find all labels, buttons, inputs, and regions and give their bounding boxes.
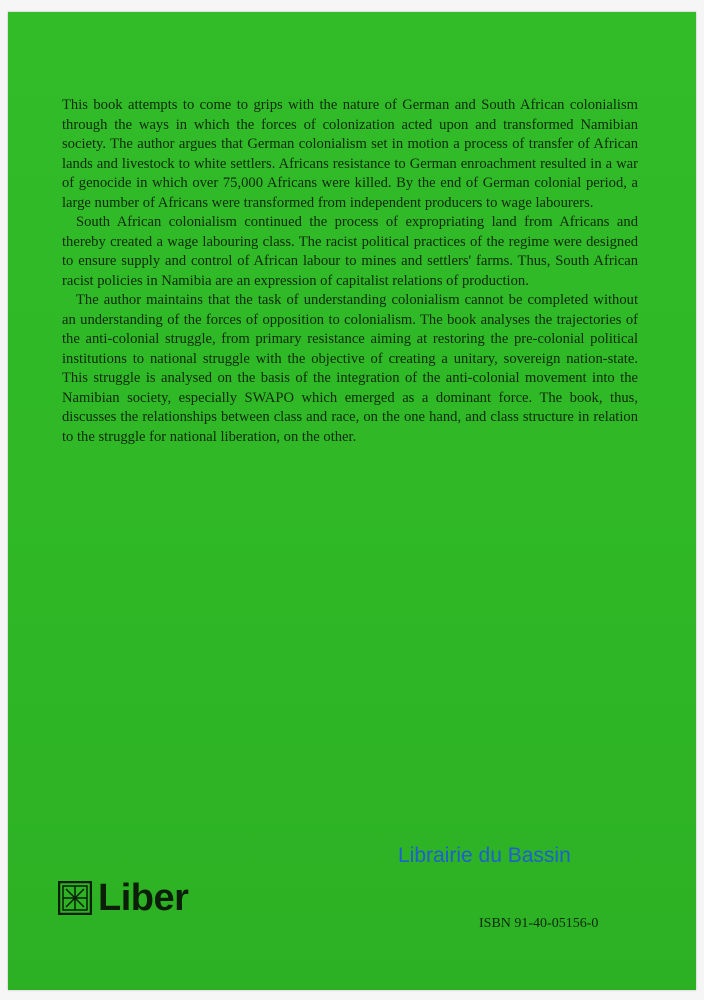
publisher-name: Liber [98, 877, 189, 919]
cover-blurb [62, 96, 638, 447]
blurb-paragraph-2: South African colonialism continued the process of expropriating land from Africans and thereby created a wage labouring class. The racist political practices of the regime were designed to ensure supply and control of African labour to mines and settlers' farms. Thus, South African racist policies in Namibia are an expression of capitalist relations of production. [62, 214, 638, 289]
blurb-paragraph-1: This book attempts to come to grips with the nature of German and South African colonialism through the ways in which the forces of colonization acted upon and transformed Namibian society. The author argues that German colonialism set in motion a process of transfer of African lands and livestock to white settlers. Africans resistance to German enroachment resulted in a war of genocide in which over 75,000 Africans were killed. By the end of German colonial period, a large number of Africans were transformed from independent producers to wage labourers. [62, 97, 638, 211]
seller-watermark: Librairie du Bassin [398, 844, 571, 867]
blurb-paragraph-3: The author maintains that the task of understanding colonialism cannot be completed without an understanding of the forces of opposition to colonialism. The book analyses the trajectories of the anti-colonial struggle, from primary resistance aiming at restoring the pre-colonial political institutions to national struggle with the objective of creating a unitary, sovereign nation-state. This struggle is analysed on the basis of the integration of the anti-colonial movement into the Namibian society, especially SWAPO which emerged as a dominant force. The book, thus, discusses the relationships between class and race, on the one hand, and class structure in relation to the struggle for national liberation, on the other. [62, 292, 638, 445]
publisher-imprint [58, 878, 188, 918]
book-back-cover [8, 12, 696, 990]
isbn-number: ISBN 91-40-05156-0 [479, 916, 599, 931]
liber-logo-icon [58, 881, 92, 915]
